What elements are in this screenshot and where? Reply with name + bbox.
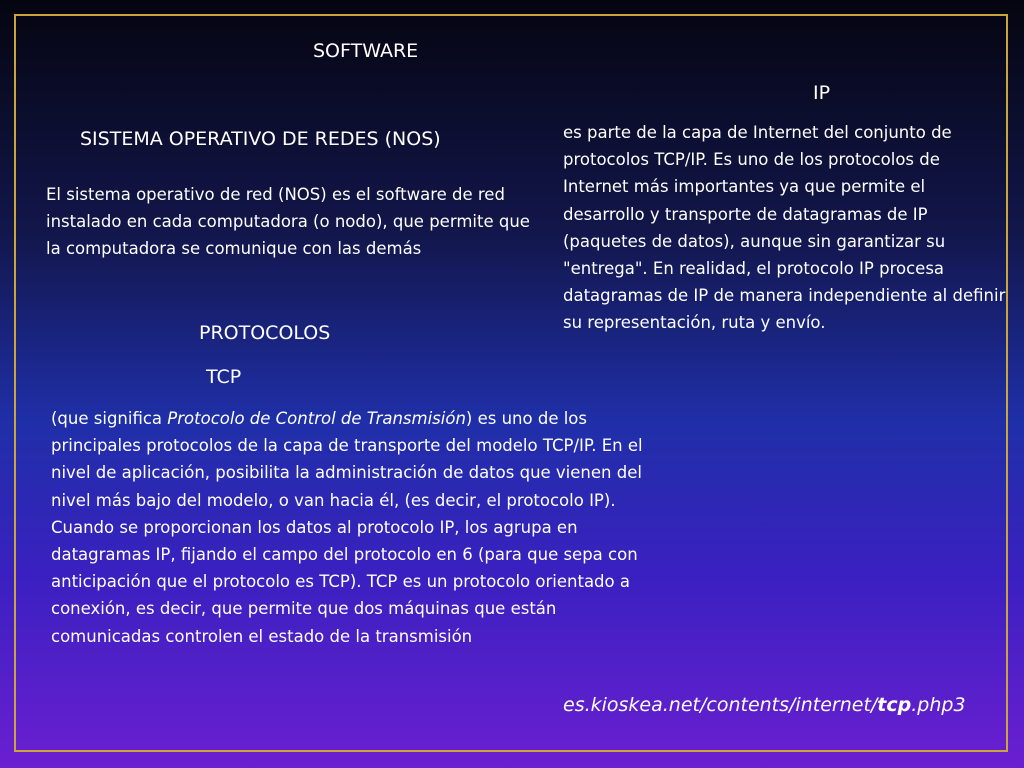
paragraph-ip: es parte de la capa de Internet del conjunto de protocolos TCP/IP. Es uno de los protocolos de Internet más importantes ya que permite el desarrollo y transporte de datagramas de IP (paquetes de datos), aunque sin garantizar su "entrega". En realidad, el protocolo IP procesa datagramas de IP de manera independiente al definir su representación, ruta y envío. (563, 123, 1006, 333)
heading-ip: IP (813, 82, 831, 104)
heading-protocolos: PROTOCOLOS (199, 322, 331, 344)
paragraph-tcp (51, 405, 651, 650)
source-link-bold: tcp (877, 694, 912, 716)
source-link-prefix: es.kioskea.net/contents/internet/ (563, 694, 878, 716)
tcp-text-italic: Protocolo de Control de Transmisión (167, 409, 466, 428)
tcp-text-prefix: (que significa (51, 409, 168, 428)
heading-nos: SISTEMA OPERATIVO DE REDES (NOS) (80, 128, 441, 150)
tcp-text-suffix: ) es uno de los principales protocolos de la capa de transporte del modelo TCP/IP. En el nivel de aplicación, posibilita la administración de datos que vienen del nivel más bajo del modelo, o van hacia él, (es decir, el protocolo IP). Cuando se proporcionan los datos al protocolo IP, los agrupa en datagramas IP, fijando el campo del protocolo en 6 (para que sepa con anticipación que el protocolo es TCP). TCP es un protocolo orientado a conexión, es decir, que permite que dos máquinas que están comunicadas controlen el estado de la transmisión (51, 409, 643, 646)
heading-software: SOFTWARE (313, 40, 419, 62)
source-link[interactable] (563, 693, 966, 717)
paragraph-nos: El sistema operativo de red (NOS) es el software de red instalado en cada computadora (o nodo), que permite que la computadora se comunique con las demás (46, 185, 530, 259)
heading-tcp: TCP (206, 366, 242, 388)
source-link-suffix: .php3 (911, 694, 966, 716)
